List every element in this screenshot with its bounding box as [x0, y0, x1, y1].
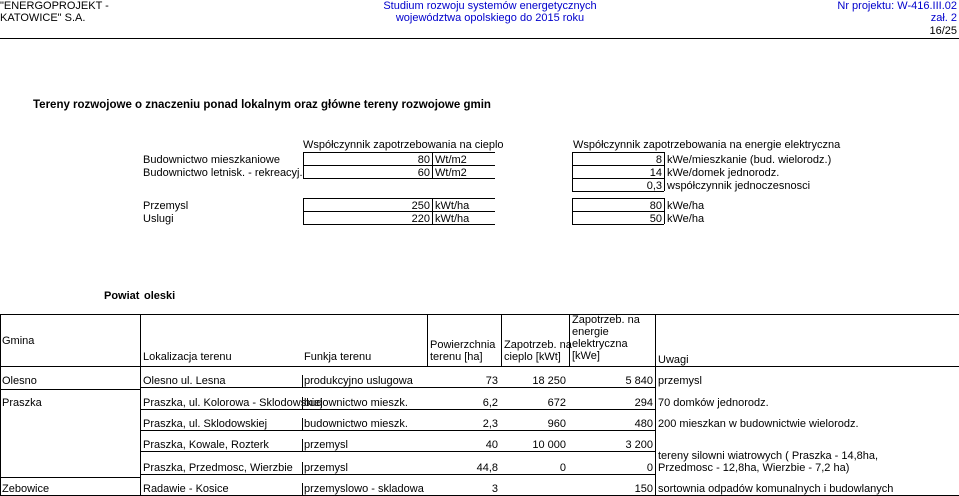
cell-lokalizacja: Radawie - Kosice	[143, 483, 229, 495]
row-cell-divider	[302, 462, 303, 474]
cell-cieplo: 10 000	[532, 439, 566, 451]
gmina-separator-zebowice	[0, 477, 140, 478]
cell-cieplo: 18 250	[532, 375, 566, 387]
cell-powierzchnia: 2,3	[482, 418, 498, 430]
row-cell-divider	[302, 418, 303, 430]
coef-elec-unit: kWe/ha	[667, 213, 705, 225]
attachment-label: zał. 2	[930, 12, 957, 24]
company-name-line2: KATOWICE" S.A.	[0, 12, 86, 24]
coef-vline-a	[303, 152, 304, 178]
cell-funkcja: budownictwo mieszk.	[304, 397, 408, 409]
coef-elec-unit: kWe/mieszkanie (bud. wielorodz.)	[667, 154, 832, 166]
table-header-bottom	[0, 366, 959, 367]
cell-gmina: Olesno	[2, 375, 37, 387]
row-cell-divider	[302, 397, 303, 409]
table-left-border	[0, 314, 1, 495]
coef-simultaneity-unit: współczynnik jednoczesnosci	[667, 180, 811, 192]
coef-heat-value: 220	[411, 213, 430, 225]
cell-uwagi-cont: Przedmosc - 12,8ha, Wierzbie - 7,2 ha)	[658, 462, 850, 474]
coef-top-line-elec	[572, 152, 664, 153]
study-title-line1: Studium rozwoju systemów energetycznych	[383, 0, 597, 12]
header-uwagi: Uwagi	[658, 354, 689, 366]
header-el-2: energie	[572, 326, 609, 338]
page-number: 16/25	[929, 25, 957, 37]
cell-funkcja: budownictwo mieszk.	[304, 418, 408, 430]
cell-uwagi: tereny silowni wiatrowych ( Praszka - 14,8ha,	[658, 450, 879, 462]
cell-uwagi: przemysl	[658, 375, 703, 387]
coef-label-industry: Przemysl	[143, 200, 189, 212]
header-funkcja: Funkja terenu	[304, 351, 372, 363]
coef-vline-e	[303, 198, 304, 224]
cell-cieplo: 960	[547, 418, 566, 430]
cell-uwagi: 200 mieszkan w budownictwie wielorodz.	[658, 418, 859, 430]
coef-elec-value: 80	[649, 200, 662, 212]
row-underline	[140, 387, 655, 388]
header-cieplo-1: Zapotrzeb. na	[504, 339, 572, 351]
cell-cieplo: 672	[547, 397, 566, 409]
table-top-border	[0, 314, 959, 315]
col-divider-cieplo	[501, 314, 502, 366]
cell-uwagi: 70 domków jednorodz.	[658, 397, 769, 409]
cell-lokalizacja: Olesno ul. Lesna	[143, 375, 226, 387]
cell-gmina: Zebowice	[2, 483, 50, 495]
coef-heat-value: 250	[411, 200, 430, 212]
cell-powierzchnia: 6,2	[482, 397, 498, 409]
coef-line-5	[303, 198, 495, 199]
cell-energia: 150	[634, 483, 653, 495]
cell-energia: 480	[634, 418, 653, 430]
row-cell-divider	[302, 375, 303, 387]
coef-line-5-elec	[572, 198, 664, 199]
coef-elec-value: 14	[649, 167, 662, 179]
coef-vline-c	[572, 152, 573, 191]
elec-coefficient-header: Współczynnik zapotrzebowania na energie elektryczna	[573, 139, 841, 151]
header-cieplo-2: cieplo [kWt]	[504, 351, 561, 363]
cell-energia: 3 200	[625, 439, 653, 451]
cell-powierzchnia: 73	[485, 375, 498, 387]
coef-vline-f	[432, 198, 433, 224]
header-powierzchnia-1: Powierzchnia	[430, 339, 496, 351]
coef-heat-unit: Wt/m2	[435, 167, 467, 179]
cell-energia: 294	[634, 397, 653, 409]
coef-heat-unit: kWt/ha	[435, 213, 470, 225]
coef-label-recreational: Budownictwo letnisk. - rekreacyj.	[143, 167, 303, 179]
cell-uwagi: sortownia odpadów komunalnych i budowlanych	[658, 483, 894, 495]
coef-heat-unit: kWt/ha	[435, 200, 470, 212]
cell-funkcja: przemyslowo - skladowa	[304, 483, 424, 495]
header-gmina: Gmina	[2, 335, 35, 347]
header-el-1: Zapotrzeb. na	[572, 314, 640, 326]
row-underline	[140, 474, 655, 475]
row-cell-divider	[302, 483, 303, 495]
cell-lokalizacja: Praszka, Przedmosc, Wierzbie	[143, 462, 293, 474]
cell-funkcja: przemysl	[304, 462, 349, 474]
cell-energia: 0	[646, 462, 653, 474]
cell-lokalizacja: Praszka, ul. Kolorowa - Sklodowskiej	[143, 397, 323, 409]
row-underline	[140, 451, 655, 452]
header-el-3: elektryczna	[572, 338, 628, 350]
col-divider-uwagi	[655, 314, 656, 495]
header-lokalizacja: Lokalizacja terenu	[143, 351, 232, 363]
row-cell-divider	[302, 439, 303, 451]
powiat-name: oleski	[144, 290, 176, 302]
row-underline	[140, 409, 655, 410]
col-divider-pow	[427, 314, 428, 366]
coef-label-services: Uslugi	[143, 213, 174, 225]
header-powierzchnia-2: terenu [ha]	[430, 351, 483, 363]
cell-lokalizacja: Praszka, ul. Sklodowskiej	[143, 418, 268, 430]
coef-heat-unit: Wt/m2	[435, 154, 467, 166]
coef-vline-g	[572, 198, 573, 224]
page-title: Tereny rozwojowe o znaczeniu ponad lokalnym oraz główne tereny rozwojowe gmin	[33, 99, 491, 111]
powiat-label: Powiat	[104, 290, 140, 302]
col-divider-gmina	[140, 314, 141, 495]
gmina-separator-praszka	[0, 389, 140, 390]
project-number: Nr projektu: W-416.III.02	[837, 0, 957, 12]
row-underline	[140, 430, 655, 431]
coef-elec-value: 8	[655, 154, 662, 166]
coef-elec-unit: kWe/domek jednorodz.	[667, 167, 780, 179]
company-name-line1: "ENERGOPROJEKT -	[0, 0, 109, 12]
study-title-line2: województwa opolskiego do 2015 roku	[395, 12, 585, 24]
header-divider	[0, 38, 959, 39]
coef-vline-b	[432, 152, 433, 178]
cell-cieplo: 0	[559, 462, 566, 474]
cell-energia: 5 840	[625, 375, 653, 387]
coef-simultaneity-value: 0,3	[646, 180, 662, 192]
coef-elec-value: 50	[649, 213, 662, 225]
coef-heat-value: 60	[417, 167, 430, 179]
header-el-4: [kWe]	[572, 350, 600, 362]
cell-lokalizacja: Praszka, Kowale, Rozterk	[143, 439, 269, 451]
cell-funkcja: produkcyjno uslugowa	[304, 375, 413, 387]
cell-funkcja: przemysl	[304, 439, 349, 451]
coef-top-line	[303, 152, 495, 153]
coef-heat-value: 80	[417, 154, 430, 166]
coef-elec-unit: kWe/ha	[667, 200, 705, 212]
cell-powierzchnia: 3	[491, 483, 498, 495]
coef-label-residential: Budownictwo mieszkaniowe	[143, 154, 280, 166]
heat-coefficient-header: Współczynnik zapotrzebowania na cieplo	[303, 139, 504, 151]
coef-vline-d	[664, 152, 665, 191]
cell-gmina: Praszka	[2, 397, 42, 409]
coef-vline-h	[664, 198, 665, 224]
cell-powierzchnia: 40	[485, 439, 498, 451]
cell-powierzchnia: 44,8	[476, 462, 498, 474]
